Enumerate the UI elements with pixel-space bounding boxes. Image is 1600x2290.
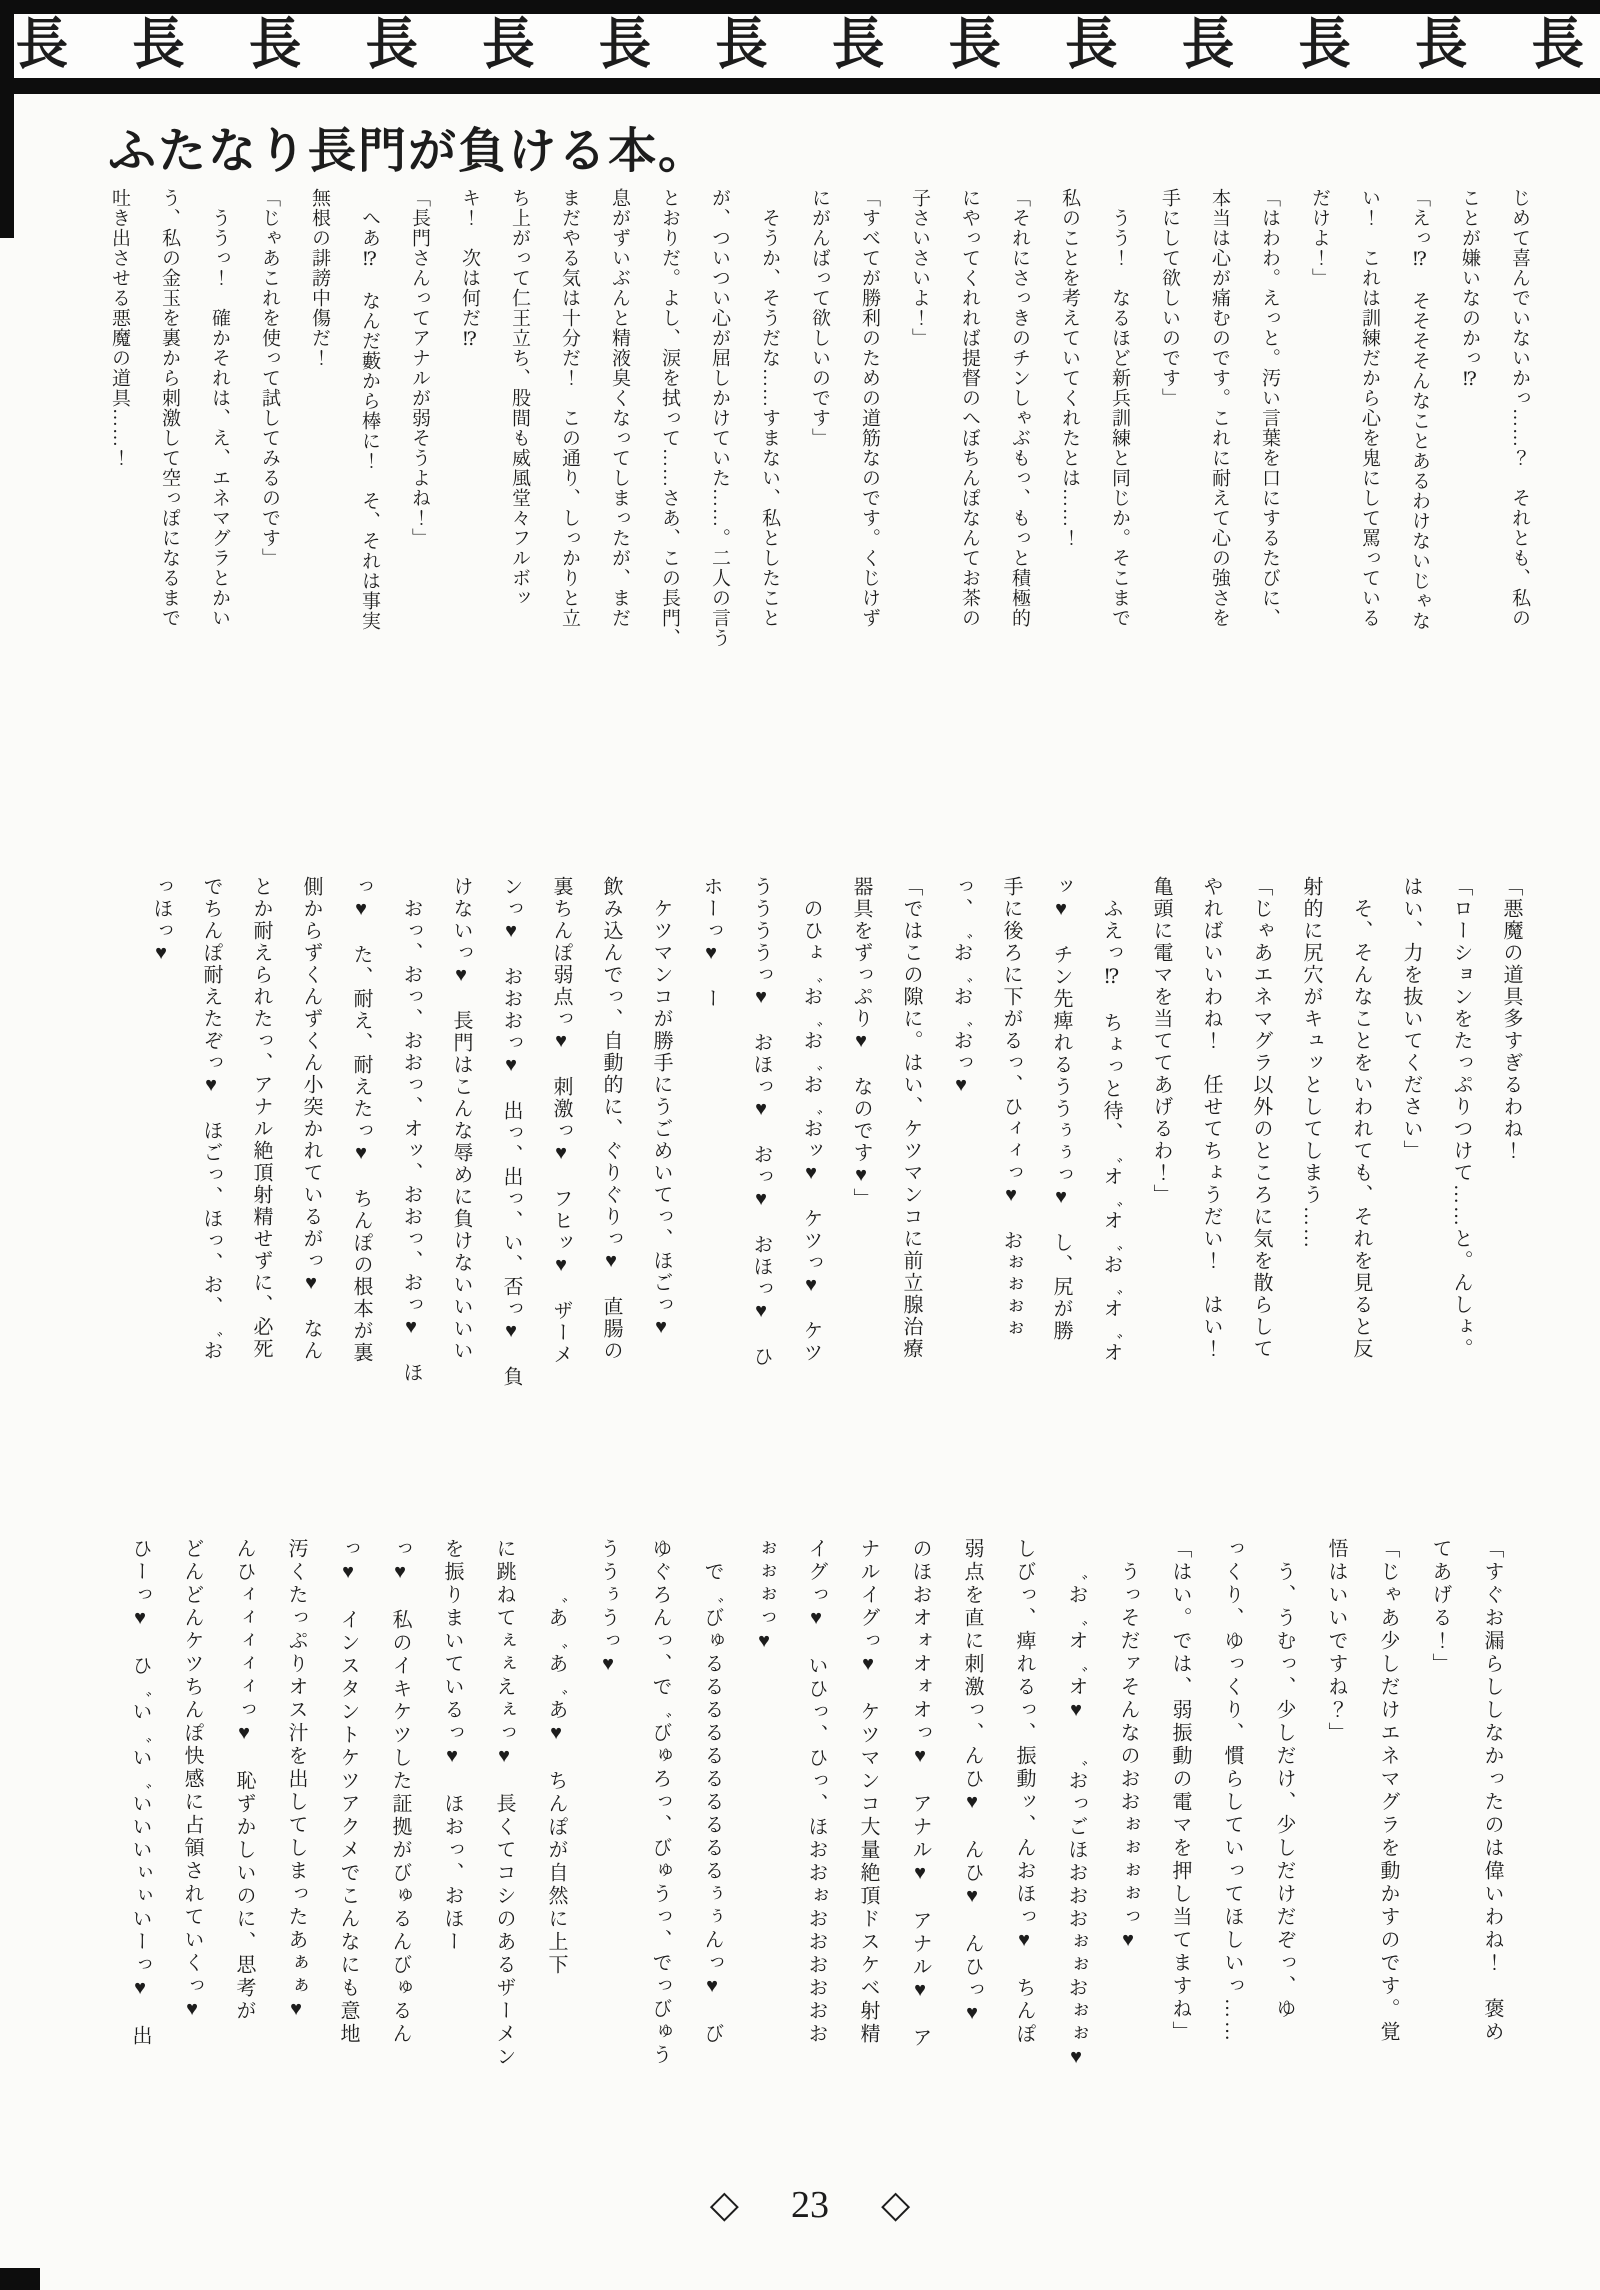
text-column: へあ⁉ なんだ藪から棒に！ そ、それは事実	[359, 188, 380, 631]
text-column: 「じゃあ少しだけエネマグラを動かすのです。覚	[1377, 1538, 1399, 2044]
text-column: 弱点を直に刺激っ、んひ♥ んひ♥ んひっ♥	[961, 1538, 983, 2027]
text-column: とおりだ。よし、涙を拭って……さあ、この長門、	[659, 188, 680, 648]
text-column: はい、力を抜いてください」	[1400, 876, 1422, 1162]
page-title: ふたなり長門が負ける本。	[108, 125, 709, 178]
text-column: イグっ♥ いひっ、ひっ、ほおおぉおおおおおお	[805, 1538, 827, 2046]
nagato-kanji-glyph: 長	[365, 14, 418, 77]
text-column: 私のことを考えていてくれたとは……！	[1059, 188, 1080, 548]
text-column: ゛お゛オ゛オ♥ ゛おっごほおおおぉぉおぉぉ♥	[1065, 1538, 1087, 2071]
text-column: ゆぐろんっ、で゛びゅろっ、びゅうっ、でっびゅう	[649, 1538, 671, 2067]
text-column: で゛びゅるるるるるるるるるるぅぅんっ♥ び	[701, 1538, 723, 2046]
text-column: ひーっ♥ ひ゛い゛い゛いいいぃぃいーっ♥ 出	[129, 1538, 151, 2048]
text-column: 「ローションをたっぷりつけて……と。んしょ。	[1450, 876, 1472, 1360]
text-block-middle	[136, 876, 1536, 1421]
text-column: 手にして欲しいのです」	[1159, 188, 1180, 408]
text-column: 亀頭に電マを当ててあげるわ！」	[1150, 876, 1172, 1206]
text-column: 裏ちんぽ弱点っ♥ 刺激っ♥ フヒッ♥ ザーメ	[550, 876, 572, 1366]
nagato-kanji-glyph: 長	[132, 14, 185, 77]
text-column: 「すべてが勝利のための道筋なのです。くじけず	[859, 188, 880, 628]
text-column: 手に後ろに下がるっ、ひィィっ♥ おぉぉぉぉ	[1000, 876, 1022, 1340]
text-column: にやってくれれば提督のへぼちんぽなんてお茶の	[959, 188, 980, 628]
text-column: 「じゃあこれを使って試してみるのです」	[259, 188, 280, 568]
text-column: 「それにさっきのチンしゃぶもっ、もっと積極的	[1009, 188, 1030, 628]
text-column: 汚くたっぷりオス汁を出してしまったあぁぁ♥	[285, 1538, 307, 2023]
text-column: とか耐えられたっ、アナル絶頂射精せずに、必死	[250, 876, 272, 1360]
nagato-kanji-glyph: 長	[1182, 14, 1235, 77]
text-column: 「はわわ。えっと。汚い言葉を口にするたびに、	[1259, 188, 1280, 628]
text-column: ッ♥ チン先痺れるううぅぅっ♥ し、尻が勝	[1050, 876, 1072, 1342]
text-column: っ♥ た、耐え、耐えたっ♥ ちんぽの根本が裏	[350, 876, 372, 1364]
text-column: ううぅうっ♥	[597, 1538, 619, 1678]
text-column: っ、゛お゛お゛おっ♥	[950, 876, 972, 1098]
text-column: んひィィィィィっ♥ 恥ずかしいのに、思考が	[233, 1538, 255, 2023]
text-column: う、うむっ、少しだけ、少しだけだぞっ、ゆ	[1273, 1538, 1295, 2021]
nagato-kanji-glyph: 長	[948, 14, 1001, 77]
text-column: に跳ねてぇぇえぇっ♥ 長くてコシのあるザーメン	[493, 1538, 515, 2069]
band-top-rule	[0, 0, 1600, 14]
text-column: 「はい。では、弱振動の電マを押し当てますね」	[1169, 1538, 1191, 2044]
nagato-kanji-glyph: 長	[1415, 14, 1468, 77]
text-column: にがんばって欲しいのです」	[809, 188, 830, 448]
text-column: う、私の金玉を裏から刺激して空っぽになるまで	[159, 188, 180, 628]
text-column: 「えっ⁉ そそそそんなことあるわけないじゃな	[1409, 188, 1430, 631]
text-column: 子さいさいよ！」	[909, 188, 930, 348]
text-column: おっ、おっ、おおっ、オッ、おおっ、おっ♥ ほ	[400, 876, 422, 1384]
text-column: けないっ♥ 長門はこんな辱めに負けないいいい	[450, 876, 472, 1362]
text-column: キ！ 次は何だ⁉	[459, 188, 480, 351]
text-column: ふえっ⁉ ちょっと待、゛オ゛オ゛お゛オ゛オ	[1100, 876, 1122, 1364]
bottom-left-mark	[0, 2268, 40, 2290]
nagato-kanji-glyph: 長	[482, 14, 535, 77]
page-number-value: 23	[791, 2184, 829, 2226]
nagato-kanji-glyph: 長	[249, 14, 302, 77]
nagato-kanji-glyph: 長	[715, 14, 768, 77]
text-column: っくり、ゆっくり、慣らしていってほしいっ……	[1221, 1538, 1243, 2044]
nagato-kanji-glyph: 長	[1065, 14, 1118, 77]
header-band-glyph-row	[0, 14, 1600, 78]
text-column: 本当は心が痛むのです。これに耐えて心の強さを	[1209, 188, 1230, 628]
text-column: ことが嫌いなのかっ⁉	[1459, 188, 1480, 391]
text-column: ううううっ♥ おほっ♥ おっ♥ おほっ♥ ひ	[750, 876, 772, 1368]
text-column: 「じゃあエネマグラ以外のところに気を散らして	[1250, 876, 1272, 1360]
text-column: てあげる！」	[1429, 1538, 1451, 1676]
text-column: っ♥ インスタントケツアクメでこんなにも意地	[337, 1538, 359, 2046]
text-column: 「悪魔の道具多すぎるわね！	[1500, 876, 1522, 1162]
text-column: でちんぽ耐えたぞっ♥ ほごっ、ほっ、お、゛お	[200, 876, 222, 1362]
band-bottom-rule	[0, 78, 1600, 94]
text-column: ケツマンコが勝手にうごめいてっ、ほごっ♥	[650, 876, 672, 1340]
text-column: 「長門さんってアナルが弱そうよね！」	[409, 188, 430, 548]
text-column: が、ついつい心が屈しかけていた……。二人の言う	[709, 188, 730, 648]
diamond-icon: ◇	[709, 2184, 739, 2226]
text-column: い！ これは訓練だから心を鬼にして罵っている	[1359, 188, 1380, 628]
text-column: やればいいわね！ 任せてちょうだい！ はい！	[1200, 876, 1222, 1360]
nagato-kanji-glyph: 長	[599, 14, 652, 77]
text-column: じめて喜んでいないかっ……？ それとも、私の	[1509, 188, 1530, 628]
text-column: だけよ！」	[1309, 188, 1330, 288]
text-column: 側からずくんずくん小突かれているがっ♥ なん	[300, 876, 322, 1362]
text-column: っ♥ 私のイキケツした証拠がびゅるんびゅるん	[389, 1538, 411, 2046]
nagato-kanji-glyph: 長	[1298, 14, 1351, 77]
text-column: しびっ、痺れるっ、振動ッ、んおほっ♥ ちんぽ	[1013, 1538, 1035, 2046]
text-column: ナルイグっ♥ ケツマンコ大量絶頂ドスケベ射精	[857, 1538, 879, 2046]
text-column: どんどんケツちんぽ快感に占領されていくっ♥	[181, 1538, 203, 2023]
text-column: 悟はいいですね？」	[1325, 1538, 1347, 1745]
header-band	[0, 0, 1600, 94]
text-column: 「ではこの隙に。はい、ケツマンコに前立腺治療	[900, 876, 922, 1360]
text-block-bottom	[114, 1538, 1518, 2118]
nagato-kanji-glyph: 長	[1531, 14, 1584, 77]
nagato-kanji-glyph: 長	[16, 14, 69, 77]
text-column: 息がずいぶんと精液臭くなってしまったが、まだ	[609, 188, 630, 628]
diamond-icon: ◇	[881, 2184, 911, 2226]
text-column: うう！ なるほど新兵訓練と同じか。そこまで	[1109, 188, 1130, 628]
text-column: を振りまいているっ♥ ほおっ、おほー	[441, 1538, 463, 1954]
text-column: そうか、そうだな……すまない、私としたこと	[759, 188, 780, 628]
left-edge-bar	[0, 0, 14, 238]
page-footer	[0, 2182, 1600, 2227]
text-column: 射的に尻穴がキュッとしてしまう……	[1300, 876, 1322, 1250]
nagato-kanji-glyph: 長	[832, 14, 885, 77]
text-column: 無根の誹謗中傷だ！	[309, 188, 330, 368]
text-column: 器具をずっぷり♥ なのです♥」	[850, 876, 872, 1210]
text-column: そ、そんなことをいわれても、それを見ると反	[1350, 876, 1372, 1360]
text-column: のひょ゛お゛お゛お゛おッ♥ ケツっ♥ ケツ	[800, 876, 822, 1364]
text-block-top	[94, 188, 1544, 683]
text-column: ううっ！ 確かそれは、え、エネマグラとかい	[209, 188, 230, 628]
text-column: ゛あ゛あ゛あ♥ ちんぽが自然に上下	[545, 1538, 567, 1977]
text-column: ンっ♥ おおおっ♥ 出っ、出っ、い、否っ♥ 負	[500, 876, 522, 1388]
text-column: っほっ♥	[150, 876, 172, 966]
text-column: のほおオォオォオっ♥ アナル♥ アナル♥ ア	[909, 1538, 931, 2050]
text-column: ホーっ♥ ー	[700, 876, 722, 1010]
text-column: 「すぐお漏らししなかったのは偉いわね！ 褒め	[1481, 1538, 1503, 2044]
text-column: 吐き出させる悪魔の道具……！	[109, 188, 130, 468]
text-column: ぉぉぉっ♥	[753, 1538, 775, 1655]
text-column: ち上がって仁王立ち、股間も威風堂々フルボッ	[509, 188, 530, 608]
text-column: うっそだァそんなのおおぉぉぉぉっ♥	[1117, 1538, 1139, 1954]
text-column: 飲み込んでっ、自動的に、ぐりぐりっ♥ 直腸の	[600, 876, 622, 1362]
text-column: まだやる気は十分だ！ この通り、しっかりと立	[559, 188, 580, 628]
